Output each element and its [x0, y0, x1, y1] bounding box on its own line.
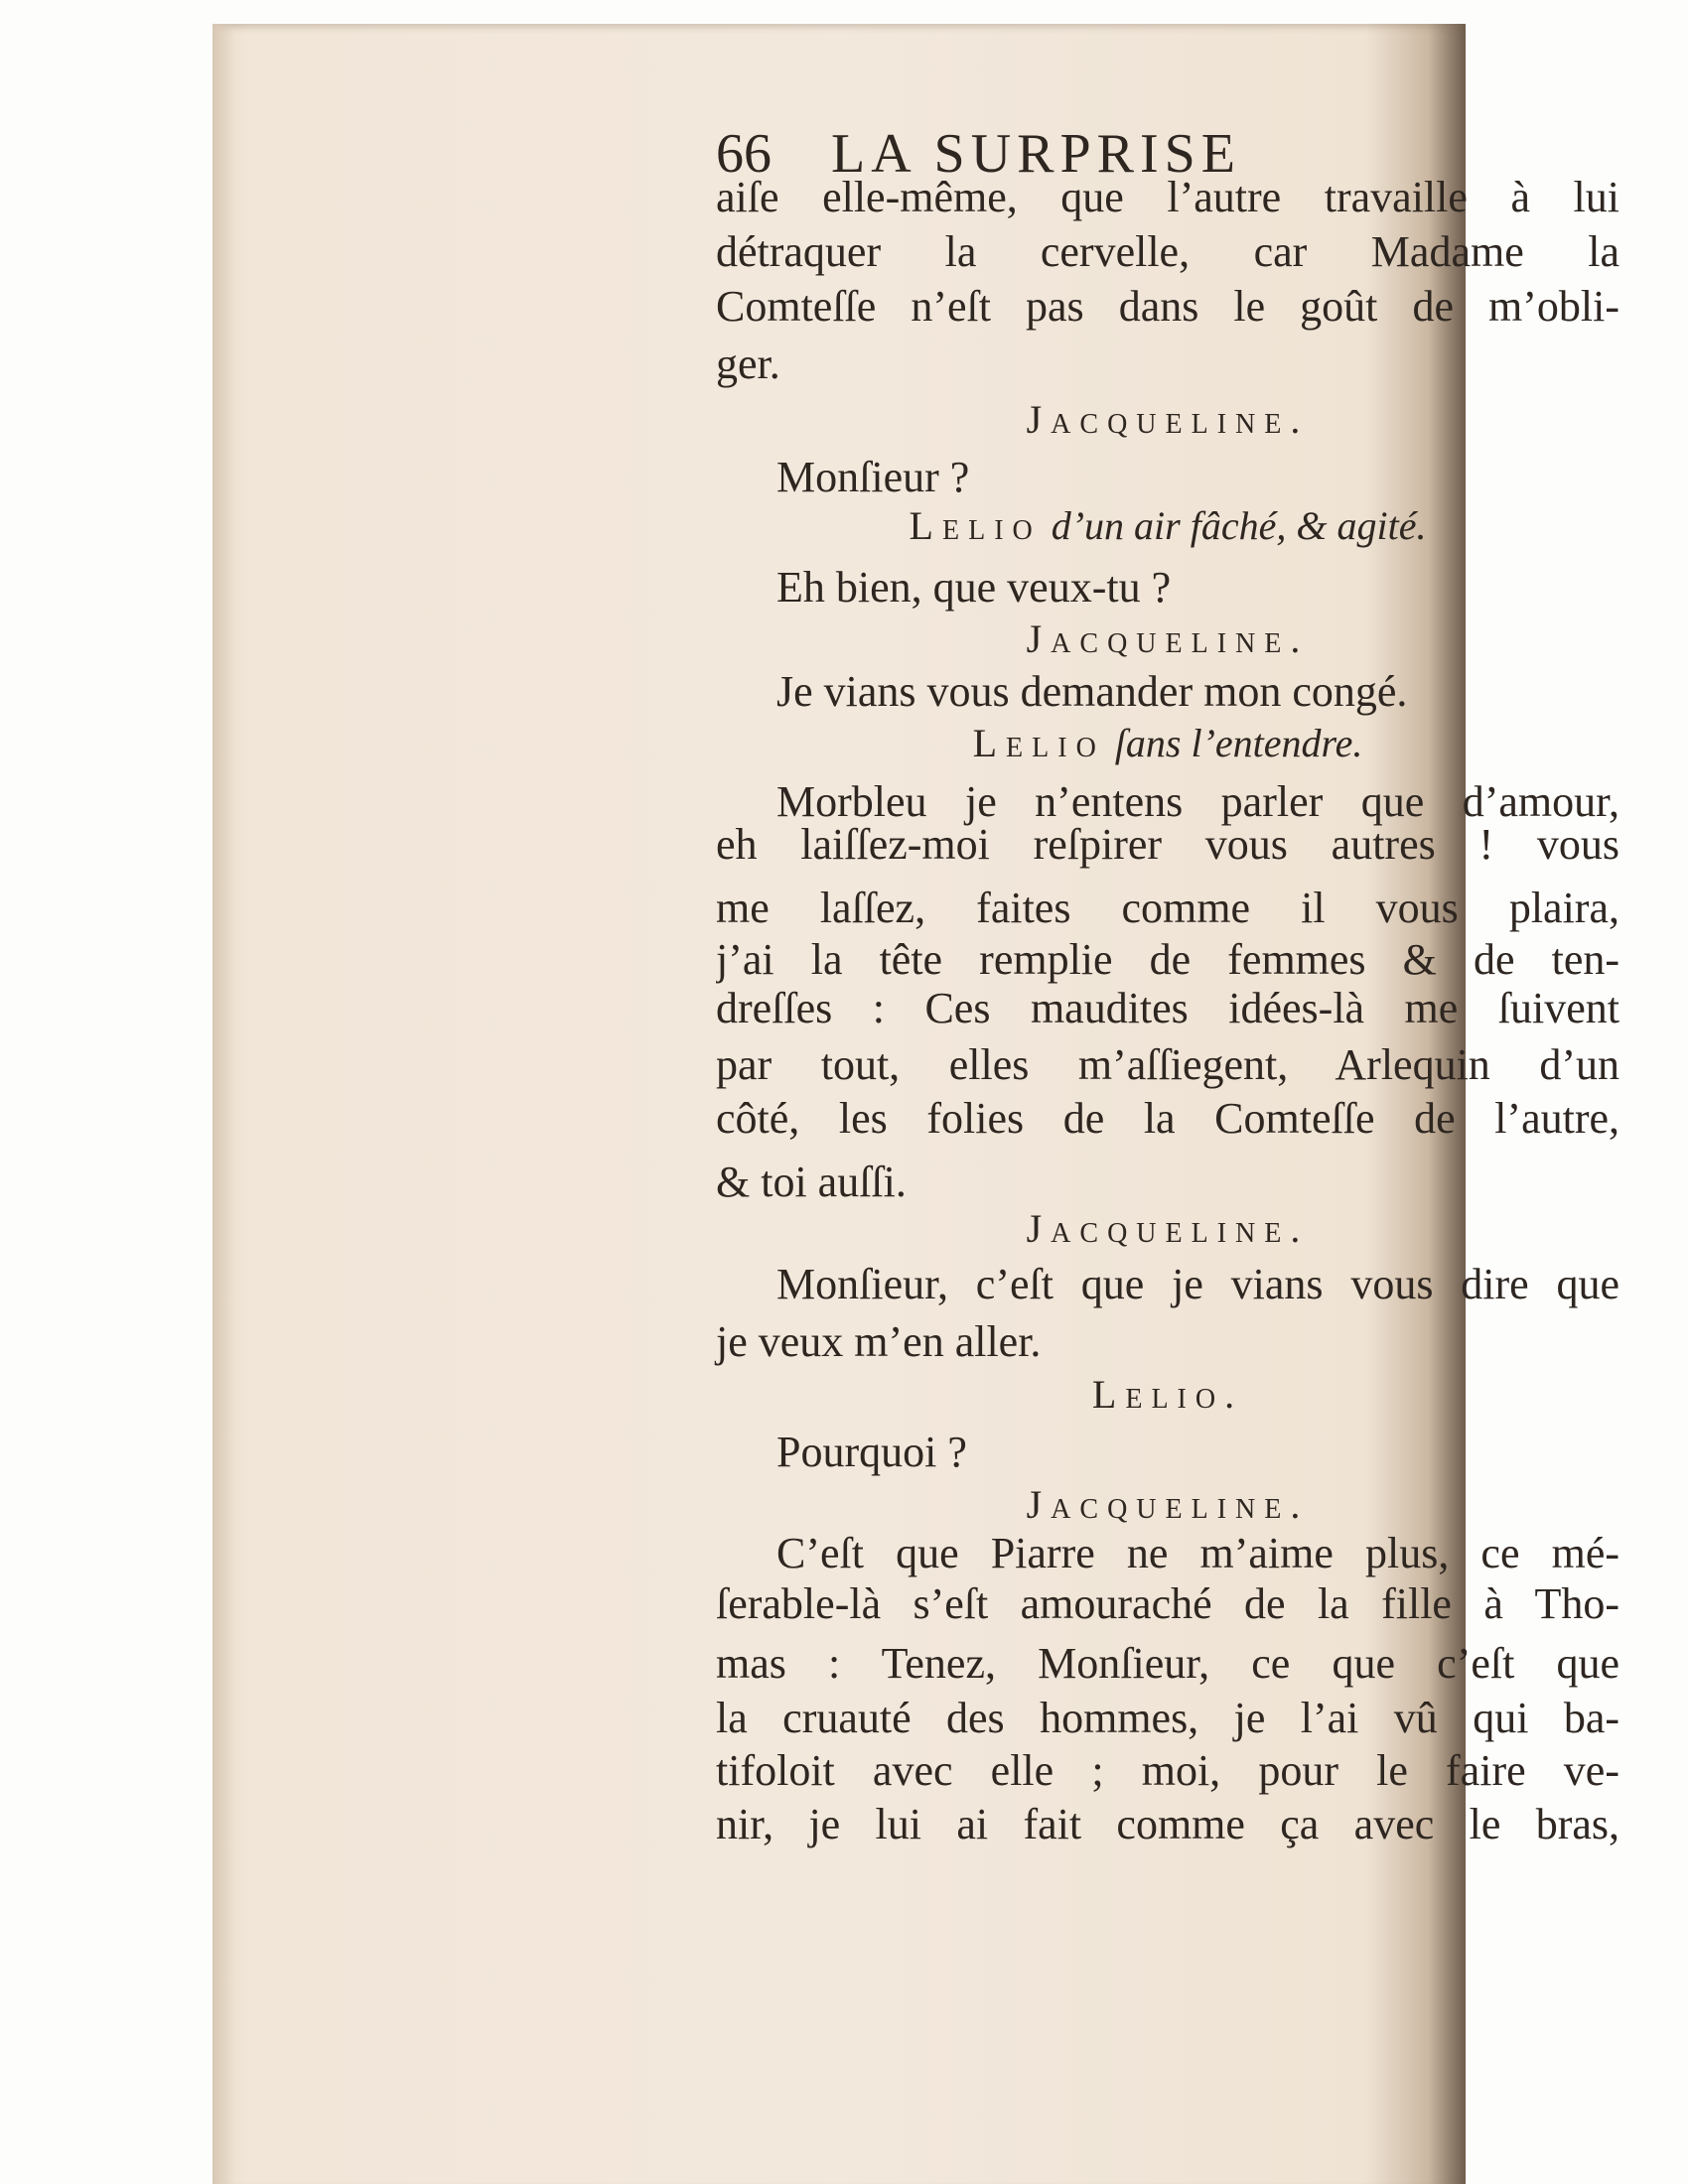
speaker-heading — [716, 1370, 1619, 1420]
text-line: & toi auſſi. — [716, 1158, 907, 1206]
page-number: 66 — [716, 123, 772, 185]
text-line: par tout, elles m’aſſiegent, Arlequin d’un — [716, 1040, 1619, 1089]
text-line: aiſe elle-même, que l’autre travaille à lui — [716, 173, 1619, 221]
text-line: la cruauté des hommes, je l’ai vû qui ba- — [716, 1694, 1619, 1742]
text-line: eh laiſſez-moi reſpirer vous autres ! vous — [716, 820, 1619, 869]
text-line: dreſſes : Ces maudites idées-là me ſuivent — [716, 984, 1619, 1032]
text-line: Monſieur, c’eſt que je vians vous dire que — [776, 1260, 1619, 1308]
speaker-heading — [716, 719, 1619, 768]
text-line: mas : Tenez, Monſieur, ce que c’eſt que — [716, 1639, 1619, 1688]
speaker-heading — [716, 395, 1619, 445]
speaker-heading — [716, 614, 1619, 664]
text-line: nir, je lui ai fait comme ça avec le bras, — [716, 1800, 1619, 1848]
stage-direction: ſans l’entendre. — [1104, 721, 1363, 765]
text-line: tifoloit avec elle ; moi, pour le faire ve- — [716, 1746, 1619, 1795]
text-line: ſerable-là s’eſt amouraché de la fille à Tho- — [716, 1579, 1619, 1628]
stage-direction: d’un air fâché, & agité. — [1041, 503, 1427, 548]
speaker-name: Lelio — [972, 721, 1105, 765]
text-line: Monſieur ? — [776, 453, 970, 501]
speaker-name: Lelio — [909, 503, 1042, 548]
speaker-name: Jacqueline. — [1026, 1482, 1310, 1527]
text-line: me laſſez, faites comme il vous plaira, — [716, 884, 1619, 932]
speaker-heading — [716, 501, 1619, 551]
text-line: j’ai la tête remplie de femmes & de ten- — [716, 935, 1619, 984]
speaker-heading — [716, 1204, 1619, 1254]
text-line: Eh bien, que veux-tu ? — [776, 563, 1172, 612]
running-title: LA SURPRISE — [831, 123, 1241, 185]
text-line: ger. — [716, 340, 780, 388]
book-page — [212, 24, 1619, 2184]
speaker-name: Jacqueline. — [1026, 616, 1310, 661]
speaker-name: Lelio. — [1091, 1372, 1244, 1417]
text-line: Je vians vous demander mon congé. — [776, 667, 1408, 716]
text-line: Morbleu je n’entens parler que d’amour, — [776, 777, 1619, 826]
text-line: Comteſſe n’eſt pas dans le goût de m’obli- — [716, 282, 1619, 331]
text-line: côté, les folies de la Comteſſe de l’autre, — [716, 1094, 1619, 1143]
text-line: C’eſt que Piarre ne m’aime plus, ce mé- — [776, 1529, 1619, 1577]
text-line: détraquer la cervelle, car Madame la — [716, 227, 1619, 276]
running-header — [716, 123, 1241, 185]
text-line: Pourquoi ? — [776, 1428, 967, 1476]
text-line: je veux m’en aller. — [716, 1317, 1042, 1366]
speaker-name: Jacqueline. — [1026, 397, 1310, 442]
speaker-name: Jacqueline. — [1026, 1206, 1310, 1251]
speaker-heading — [716, 1480, 1619, 1530]
